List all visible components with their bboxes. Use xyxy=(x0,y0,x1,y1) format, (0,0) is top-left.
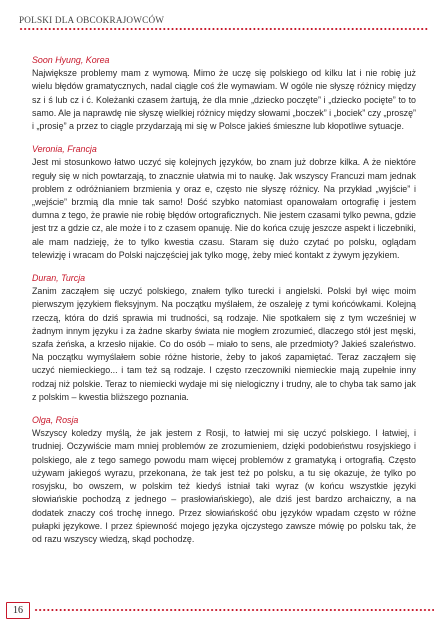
testimonial-entry xyxy=(32,272,416,404)
page-footer xyxy=(6,602,434,618)
page-number: 16 xyxy=(6,602,30,619)
testimonial-entry xyxy=(32,414,416,546)
entry-author: Soon Hyung, Korea xyxy=(32,55,110,65)
page-header xyxy=(19,14,429,30)
article-body xyxy=(32,54,416,556)
testimonial-entry xyxy=(32,143,416,262)
entry-text: Wszyscy koledzy myślą, że jak jestem z Rosji, to łatwiej mi się uczyć polskiego. I łatwiej, i trudniej. Oczywiście mam mniej problemów ze zrozumieniem, dzięki podobieństwu rosyjskiego i polskiego, ale z tego samego powodu mam więcej problemów z gramatyką i ortografią. Często używam jakiegoś wyrazu, przekonana, że tak jest też po polsku, a tu się okazuje, że tylko po rosyjsku, bo owszem, w polskim też kiedyś istniał taki wyraz (w końcu wszystkie języki słowiańskie pochodzą z jednego – prasłowiańskiego), ale dziś jest bardzo archaiczny, a na dodatek znaczy coś trochę innego. Przez słowiańskość obu języków wpadam często w różne pułapki językowe. I przez śpiewność mojego języka ojczystego zawsze mówię po polsku tak, że od razu wszyscy wiedzą, skąd pochodzę. xyxy=(32,428,416,544)
entry-text: Jest mi stosunkowo łatwo uczyć się kolejnych języków, bo znam już dobrze kilka. A że niektóre reguły się w nich powtarzają, to znacznie ułatwia mi to naukę. Jak wszyscy Francuzi mam jednak problem z odróżnianiem brzmienia y oraz e, często nie słyszę różnicy. Na przykład „wyjście” i „wejście” brzmią dla mnie tak samo! Dość szybko natomiast opanowałam ortografię i jestem dumna z tego, że prawie nie robię błędów ortograficznych. Nie jestem czasami tylko pewna, gdzie jest trz a gdzie cz, ale może i to z czasem opanuję. Nie do końca czuję jeszcze aspekt i liczebniki, ale mam nadzieję, że to tylko kwestia czasu. Staram się dużo czytać po polsku, oglądam telewizję i wracam do Polski najczęściej jak tylko mogę, żeby mieć kontakt z żywym językiem. xyxy=(32,157,416,260)
testimonial-entry xyxy=(32,54,416,133)
entry-author: Veronia, Francja xyxy=(32,144,97,155)
entry-author: Duran, Turcja xyxy=(32,273,86,284)
header-dotted-rule xyxy=(19,28,429,30)
entry-author: Olga, Rosja xyxy=(32,415,79,426)
entry-text: Zanim zacząłem się uczyć polskiego, znałem tylko turecki i angielski. Polski był więc moim pierwszym językiem fleksyjnym. Na początku myślałem, że oszaleję z tymi końcówkami. Kolejną rzeczą, która do dziś sprawia mi trudności, są rodzaje. Nie spotkałem się z tym wcześniej w żadnym innym języku i za żadne skarby świata nie mogłem zrozumieć, dlaczego stół jest męski, szafa żeńska, a krzesło nijakie. Co do osób – miało to sens, ale przedmioty? Jakieś szaleństwo. Na początku wymyślałem sobie różne historie, żeby to jakoś zapamiętać. Teraz zacząłem się uczyć niemieckiego... i tam też są rodzaje. I często rzeczowniki niemieckie mają zupełnie inny rodzaj niż polskie. Teraz to niemiecki wydaje mi się nielogiczny i trudny, ale to chyba tak samo jak z polskim – kwestia bliższego poznania. xyxy=(32,286,416,402)
running-title: POLSKI DLA OBCOKRAJOWCÓW xyxy=(19,15,165,25)
entry-text: Największe problemy mam z wymową. Mimo że uczę się polskiego od kilku lat i nie robię już wielu błędów gramatycznych, nadal ciągle coś źle wymawiam. W ogóle nie słyszę różnicy między sz i ś lub cz i ć. Koleżanki czasem żartują, że dla mnie „dziecko poczęte” i „dziecko pocięte” to to samo. Ale ja naprawdę nie słyszę wielkiej różnicy między słowami „boczek” i „bociek” czy „proszę” i „prosię” a przez to ciągle przydarzają mi się w Polsce jakieś śmieszne lub kłopotliwe sytuacje. xyxy=(32,68,416,132)
footer-dotted-rule xyxy=(34,609,434,611)
